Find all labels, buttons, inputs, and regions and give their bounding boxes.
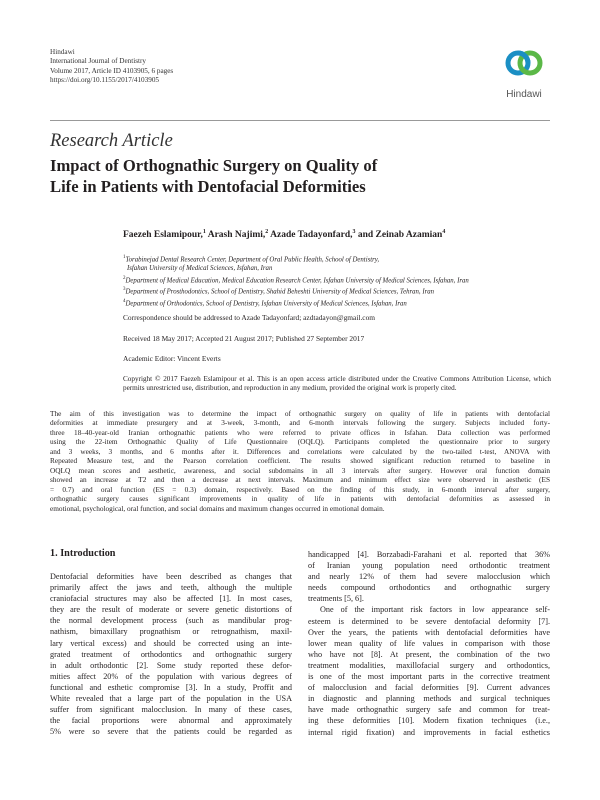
right-column (308, 549, 550, 738)
abstract-line: showed an increase at T2 and then a decrease at next intervals. Maximum and minimum effect size were observed in aesthetic (ES (50, 475, 550, 485)
affiliation-line: $^4$Department of Orthodontics, School of Dentistry, Isfahan University of Medical Sciences, Isfahan, Iran (123, 298, 407, 307)
abstract-line: orthognathic surgery causes significant improvements in quality of life in patients with dentofacial deformities as assessed in (50, 494, 550, 504)
author-affil-mark: 2 (265, 229, 269, 235)
body-line: Over the years, the patients with dentofacial deformities have (308, 627, 550, 637)
body-line: in diagnostic and planning methods and surgical techniques (308, 694, 550, 704)
body-line: Dentofacial deformities have been described as changes that (50, 572, 292, 581)
affiliations (123, 253, 553, 308)
abstract-line: OQLQ mean scores and aesthetic, awareness, and social subdomains in all 3 intervals after surgery. However oral function domain (50, 465, 550, 475)
body-line: 5% were so severe that the patients could be regarded as (50, 727, 292, 737)
logo-wordmark: Hindawi (506, 89, 542, 100)
journal-info (50, 48, 173, 85)
academic-editor: Academic Editor: Vincent Everts (123, 354, 221, 363)
abstract-line: using the 22-item Orthognathic Quality of Life Questionnaire (OQLQ). Participants completed the questionnaire prior to surgery (50, 437, 550, 447)
doi-link[interactable]: https://doi.org/10.1155/2017/4103905 (50, 75, 160, 84)
body-line: the facial proportions were abnormal and approximately (50, 716, 292, 726)
body-line: treatment modalities, maxillofacial surgery and orthodontics, (308, 660, 550, 670)
section-heading: 1. Introduction (50, 548, 116, 559)
affiliation-line: Isfahan University of Medical Sciences, Isfahan, Iran (127, 265, 273, 273)
body-line: functional and esthetic compromise [3]. In a study, Proffit and (50, 682, 292, 692)
body-line: suffer from significant malocclusion. In many of these cases, (50, 705, 292, 715)
body-line: treatments [5, 6]. (308, 594, 364, 604)
body-line: internal rigid fixation) and improvements in facial esthetics (308, 727, 550, 737)
body-line: and nearly 12% of them had severe malocclusion which (308, 572, 550, 582)
author-name: and Zeinab Azamian (357, 230, 443, 241)
body-line: of malocclusion and facial deformities [9]. Current advances (308, 683, 550, 693)
affiliation-line: $^2$Department of Medical Education, Medical Education Research Center, Isfahan University of Medical Sciences, Isfahan, Iran (123, 275, 469, 284)
publication-dates: Received 18 May 2017; Accepted 21 August 2017; Published 27 September 2017 (123, 334, 365, 343)
title-line: Life in Patients with Dentofacial Deformities (50, 177, 366, 196)
body-line: handicapped [4]. Borzabadi-Farahani et al. reported that 36% (308, 550, 550, 559)
abstract (50, 409, 550, 513)
body-line: they are the result of moderate or severe genetic distortions of (50, 605, 292, 615)
body-line: lary vertical excess) and should be corrected using an inte- (50, 638, 292, 648)
hindawi-logo (500, 46, 548, 108)
body-line: needs compound orthodontics and orthognathic surgery (308, 583, 550, 593)
copyright-notice: Copyright © 2017 Faezeh Eslamipour et al. This is an open access article distributed under the Creative Commons Attribution License, which permits unrestricted use, distribution, and reproduction in any medium, provided the original work is properly cited. (123, 375, 551, 393)
abstract-line: three 18–40-year-old Iranian orthognathic patients who were referred to private offices in Isfahan. Data collection was performed (50, 427, 550, 437)
body-line: One of the important risk factors in low appearance self- (320, 605, 550, 615)
body-line: is one of the most important parts in the corrective treatment (308, 672, 550, 682)
left-column (50, 571, 292, 737)
body-line: have made orthognathic surgery safe and common for treat- (308, 705, 550, 715)
publisher-name: Hindawi (50, 48, 75, 56)
volume-info: Volume 2017, Article ID 4103905, 6 pages (50, 66, 174, 75)
body-line: ing these deformities [10]. Modern fixation techniques (i.e., (308, 716, 550, 726)
body-line: who have not [8]. At present, the combination of the two (308, 649, 550, 659)
body-line: the normal development process (such as mandibular prog- (50, 616, 292, 626)
author-name: Azade Tadayonfard, (270, 230, 353, 241)
author-name: Faezeh Eslamipour, (123, 230, 203, 241)
article-title (50, 155, 480, 197)
journal-name: International Journal of Dentistry (50, 57, 147, 66)
body-line: in adult orthodontic [2]. Some study reported these defor- (50, 660, 292, 670)
abstract-line: The aim of this investigation was to determine the impact of orthognathic surgery on quality of life in patients with dentofacial (50, 409, 550, 418)
author-affil-mark: 3 (352, 229, 356, 235)
affiliation-line: $^1$Torabinejad Dental Research Center, Department of Oral Public Health, School of Dentistry, (123, 255, 380, 264)
hindawi-rings-icon (500, 46, 548, 88)
abstract-line: deformities at immediate presurgery and at 3-week, 3-month, and 6-month intervals following the surgery. Subjects included forty- (50, 418, 550, 428)
author-affil-mark: 1 (202, 229, 206, 235)
author-affil-mark: 4 (442, 229, 446, 235)
body-line: esteem is determined to be severe dentofacial deformity [7]. (308, 616, 550, 626)
abstract-line: and 3 weeks, 3 months, and 6 months after it. Differences and correlations were calculated by the two-tailed t-test, ANOVA with (50, 446, 550, 456)
body-line: primarily affect the jaws and teeth, although the multiple (50, 583, 292, 593)
header-divider (50, 120, 550, 121)
author-name: Arash Najimi, (207, 230, 266, 241)
abstract-line: = 0.7) and oral function (ES = 0.3) domain, respectively. Based on the finding of this study, in 6-month interval after surgery, (50, 484, 550, 494)
title-line: Impact of Orthognathic Surgery on Quality of (50, 156, 378, 175)
body-line: lower mean quality of life values in comparison with those (308, 638, 550, 648)
abstract-line: Repeated Measure test, and the Pearson correlation coefficient. The results showed significant reduction returned to baseline in (50, 456, 550, 466)
body-line: White revealed that a large part of the population in the USA (50, 694, 292, 704)
correspondence: Correspondence should be addressed to Azade Tadayonfard; azdtadayon@gmail.com (123, 313, 376, 322)
body-line: mities affect 20% of the population with various degrees of (50, 671, 292, 681)
author-list (123, 229, 445, 240)
body-line: craniofacial structures may also be affected [1]. In most cases, (50, 594, 292, 604)
body-line: grated treatment of orthodontics and orthognathic surgery (50, 649, 292, 659)
article-type: Research Article (50, 131, 173, 151)
abstract-line: emotional, psychological, oral function, and social domains and maximum changes occurred in emotional domain. (50, 503, 385, 513)
body-line: of Iranian young population need orthodontic treatment (308, 561, 550, 571)
body-line: nathism, bimaxillary prognathism or retrognathism, maxil- (50, 627, 292, 637)
affiliation-line: $^3$Department of Prosthodontics, School of Dentistry, Shahid Beheshti University of Medical Sciences, Tehran, Iran (123, 287, 435, 296)
